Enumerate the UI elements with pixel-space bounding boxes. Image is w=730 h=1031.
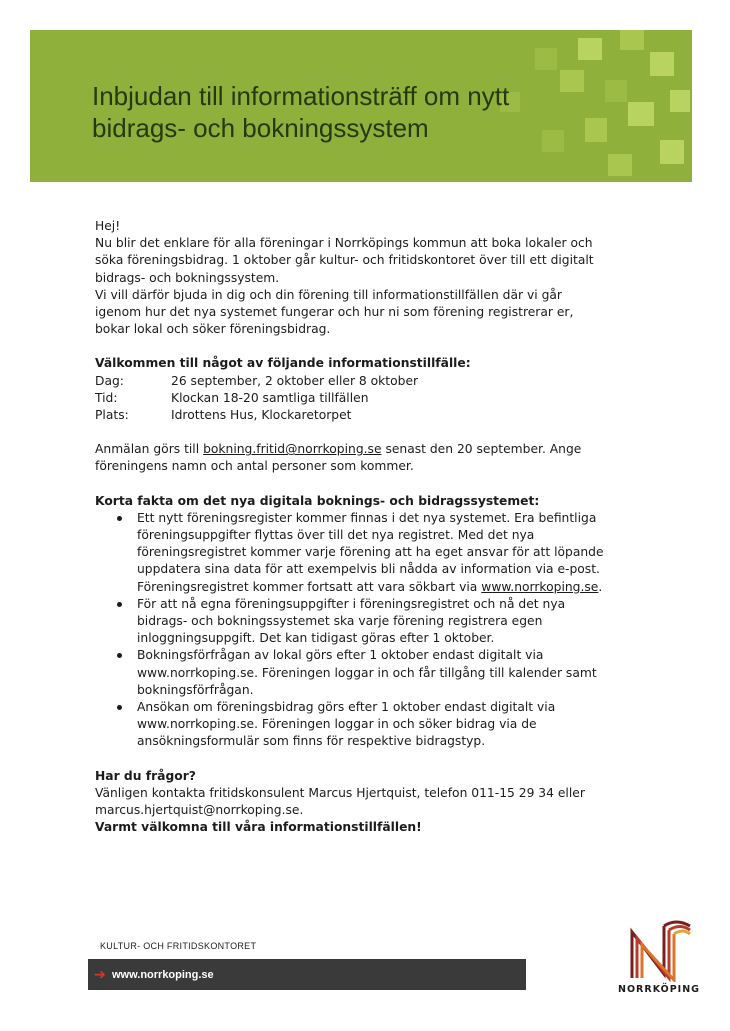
title-line-2: bidrags- och bokningssystem — [92, 113, 429, 143]
title-line-1: Inbjudan till informationsträff om nytt — [92, 81, 510, 111]
session-row-time — [95, 390, 605, 407]
session-row-place — [95, 407, 605, 424]
facts-item: Bokningsförfrågan av lokal görs efter 1 oktober endast digitalt via www.norrkoping.se. Föreningen loggar in och får tillgång till kalender samt bokningsförfrågan. — [95, 647, 605, 699]
closing-line: Varmt välkomna till våra informationstillfällen! — [95, 820, 422, 835]
registration-suffix: senast den 20 september. Ange föreningens namn och antal personer som kommer. — [95, 442, 582, 474]
banner-pattern-square — [628, 102, 654, 126]
questions-heading: Har du frågor? — [95, 768, 196, 783]
banner-pattern-square — [578, 38, 602, 60]
logo-mark-icon — [624, 918, 694, 982]
sessions-heading: Välkommen till något av följande informationstillfälle: — [95, 356, 471, 371]
session-value: Klockan 18-20 samtliga tillfällen — [171, 390, 369, 405]
facts-item: Ansökan om föreningsbidrag görs efter 1 oktober endast digitalt via www.norrkoping.se. Föreningen loggar in och söker bidrag via de ansökningsformulär som finns för respektive bidragstyp. — [95, 699, 605, 751]
banner-pattern-square — [585, 118, 607, 142]
arrow-right-icon: ➔ — [94, 966, 106, 983]
facts-item-end: . — [598, 579, 603, 594]
session-value: 26 september, 2 oktober eller 8 oktober — [171, 373, 419, 388]
logo-text: NORRKÖPING — [618, 984, 700, 995]
facts-item-text: Ett nytt föreningsregister kommer finnas i det nya systemet. Era befintliga föreningsuppgifter flyttas över till det nya registret. Med det nya föreningsregistret kommer varje förening att ha eget ansvar för att löpande uppdatera sina data för att exempelvis bli nådda av information via e-post. Föreningsregistret kommer fortsatt att vara sökbart via — [137, 510, 604, 594]
session-label: Dag: — [95, 373, 124, 388]
page-title — [92, 80, 509, 144]
letter-body — [95, 218, 605, 837]
banner-pattern-square — [650, 52, 674, 76]
header-banner — [30, 30, 692, 182]
banner-pattern-square — [608, 154, 632, 176]
intro-paragraph-1: Nu blir det enklare för alla föreningar i Norrköpings kommun att boka lokaler och söka föreningsbidrag. 1 oktober går kultur- och fritidskontoret över till ett digitalt bidrags- och bokningssystem. — [95, 236, 594, 285]
banner-pattern-square — [605, 80, 627, 102]
session-value: Idrottens Hus, Klockaretorpet — [171, 408, 352, 423]
department-label: KULTUR- OCH FRITIDSKONTORET — [100, 941, 257, 951]
facts-item — [95, 510, 605, 596]
registration-email-link[interactable]: bokning.fritid@norrkoping.se — [203, 442, 382, 457]
norrkoping-logo — [612, 918, 706, 1003]
facts-heading: Korta fakta om det nya digitala boknings- och bidragssystemet: — [95, 493, 540, 508]
session-row-day — [95, 373, 605, 390]
facts-list — [95, 510, 605, 751]
footer-website-link[interactable]: www.norrkoping.se — [112, 968, 214, 981]
session-label: Plats: — [95, 408, 129, 423]
banner-pattern-square — [660, 140, 684, 164]
banner-pattern-square — [560, 70, 584, 92]
registration-paragraph — [95, 441, 605, 475]
intro-paragraph-2: Vi vill därför bjuda in dig och din förening till informationstillfällen där vi går igenom hur det nya systemet fungerar och hur ni som förening registrerar er, bokar lokal och söker föreningsbidrag. — [95, 287, 574, 337]
footer-bar — [88, 959, 526, 990]
banner-pattern-square — [620, 30, 644, 50]
banner-pattern-square — [535, 48, 557, 70]
banner-pattern-square — [542, 130, 564, 152]
greeting: Hej! — [95, 219, 121, 233]
website-link[interactable]: www.norrkoping.se — [481, 579, 599, 594]
facts-item: För att nå egna föreningsuppgifter i föreningsregistret och nå det nya bidrags- och bokningssystemet ska varje förening registrera egen inloggningsuppgift. Det kan tidigast göras efter 1 oktober. — [95, 596, 605, 648]
session-label: Tid: — [95, 390, 118, 405]
questions-text: Vänligen kontakta fritidskonsulent Marcus Hjertquist, telefon 011-15 29 34 eller marcus.hjertquist@norrkoping.se. — [95, 785, 585, 818]
registration-prefix: Anmälan görs till — [95, 442, 200, 457]
banner-pattern-square — [670, 90, 690, 112]
